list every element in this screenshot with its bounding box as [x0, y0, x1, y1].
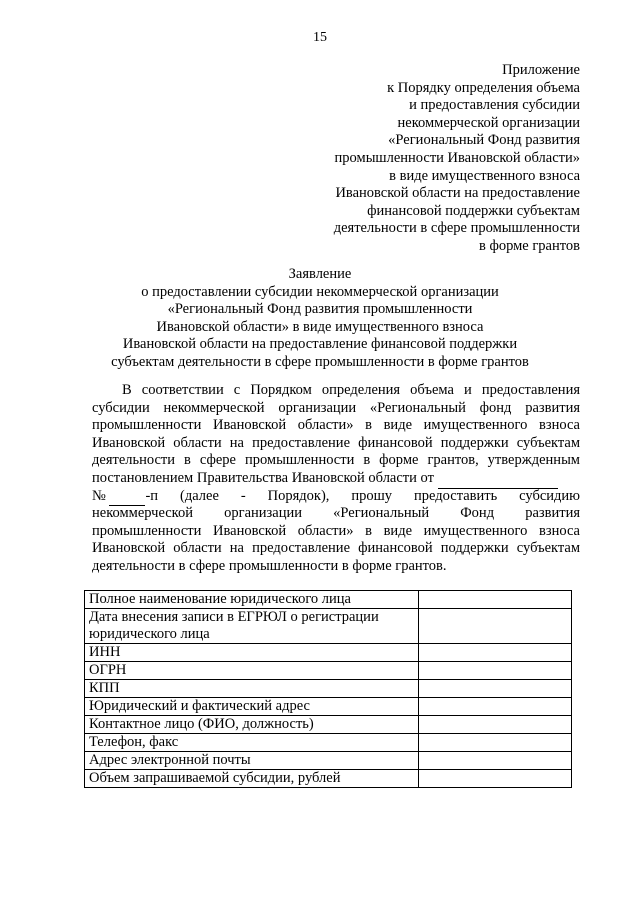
table-row	[85, 752, 572, 770]
appendix-line: в виде имущественного взноса	[389, 167, 580, 184]
row-label: Дата внесения записи в ЕГРЮЛ о регистрации юридического лица	[85, 609, 419, 644]
body-line: деятельности в сфере промышленности в форме грантов.	[92, 557, 447, 574]
row-label: Контактное лицо (ФИО, должность)	[85, 716, 419, 734]
appendix-line: промышленности Ивановской области»	[334, 149, 580, 166]
table-row	[85, 609, 572, 644]
title-line: «Региональный Фонд развития промышленности	[167, 301, 473, 318]
table-row	[85, 680, 572, 698]
body-line: Ивановской области на предоставление финансовой поддержки субъектам	[92, 434, 580, 451]
table-row	[85, 734, 572, 752]
applicant-info-table	[84, 590, 572, 788]
title-line: Ивановской области» в виде имущественного взноса	[156, 318, 484, 335]
row-label: ИНН	[85, 644, 419, 662]
body-line-number	[92, 488, 580, 506]
title-heading: Заявление	[288, 266, 352, 282]
row-value	[418, 662, 571, 680]
number-sign: №	[92, 487, 106, 504]
appendix-line: Приложение	[502, 62, 580, 78]
title-line: субъектам деятельности в сфере промышленности в форме грантов	[111, 353, 529, 370]
date-blank	[438, 470, 558, 489]
body-paragraph	[92, 382, 580, 576]
appendix-line: «Региональный Фонд развития	[388, 132, 580, 149]
appendix-line: деятельности в сфере промышленности	[333, 220, 580, 237]
body-line: некоммерческой организации «Региональный Фонд развития	[92, 505, 580, 522]
row-label: КПП	[85, 680, 419, 698]
application-title	[60, 266, 580, 372]
body-line: -п (далее - Порядок), прошу предоставить субсидию	[145, 487, 580, 504]
row-value	[418, 716, 571, 734]
page-number: 15	[313, 30, 327, 45]
title-line: Ивановской области на предоставление финансовой поддержки	[122, 336, 518, 353]
row-value	[418, 609, 571, 644]
appendix-line: финансовой поддержки субъектам	[367, 202, 580, 219]
table-row	[85, 770, 572, 788]
row-value	[418, 644, 571, 662]
row-value	[418, 698, 571, 716]
table-row	[85, 662, 572, 680]
row-label: Объем запрашиваемой субсидии, рублей	[85, 770, 419, 788]
number-blank	[109, 488, 145, 507]
row-value	[418, 752, 571, 770]
table-row	[85, 644, 572, 662]
body-line: В соответствии с Порядком определения объема и предоставления	[122, 382, 580, 398]
row-label: Юридический и фактический адрес	[85, 698, 419, 716]
appendix-line: Ивановской области на предоставление	[335, 185, 580, 202]
body-line: постановлением Правительства Ивановской области от	[92, 469, 434, 486]
row-value	[418, 680, 571, 698]
appendix-header	[280, 62, 580, 256]
row-label: Полное наименование юридического лица	[85, 591, 419, 609]
appendix-line: и предоставления субсидии	[409, 97, 580, 114]
title-line: о предоставлении субсидии некоммерческой организации	[141, 283, 499, 300]
body-line: субсидии некоммерческой организации «Региональный фонд развития	[92, 399, 580, 416]
table-row	[85, 698, 572, 716]
table-row	[85, 591, 572, 609]
appendix-line: к Порядку определения объема	[387, 79, 580, 96]
body-line: промышленности Ивановской области» в виде имущественного взноса	[92, 417, 580, 434]
appendix-line: некоммерческой организации	[397, 114, 580, 131]
row-label: ОГРН	[85, 662, 419, 680]
appendix-line: в форме грантов	[478, 237, 580, 254]
body-line-date	[92, 470, 580, 488]
row-value	[418, 591, 571, 609]
row-value	[418, 770, 571, 788]
row-label: Адрес электронной почты	[85, 752, 419, 770]
row-value	[418, 734, 571, 752]
body-line: промышленности Ивановской области» в виде имущественного взноса	[92, 522, 580, 539]
body-line: деятельности в сфере промышленности в форме грантов, утвержденным	[92, 452, 580, 469]
row-label: Телефон, факс	[85, 734, 419, 752]
body-line: Ивановской области на предоставление финансовой поддержки субъектам	[92, 540, 580, 557]
table-row	[85, 716, 572, 734]
